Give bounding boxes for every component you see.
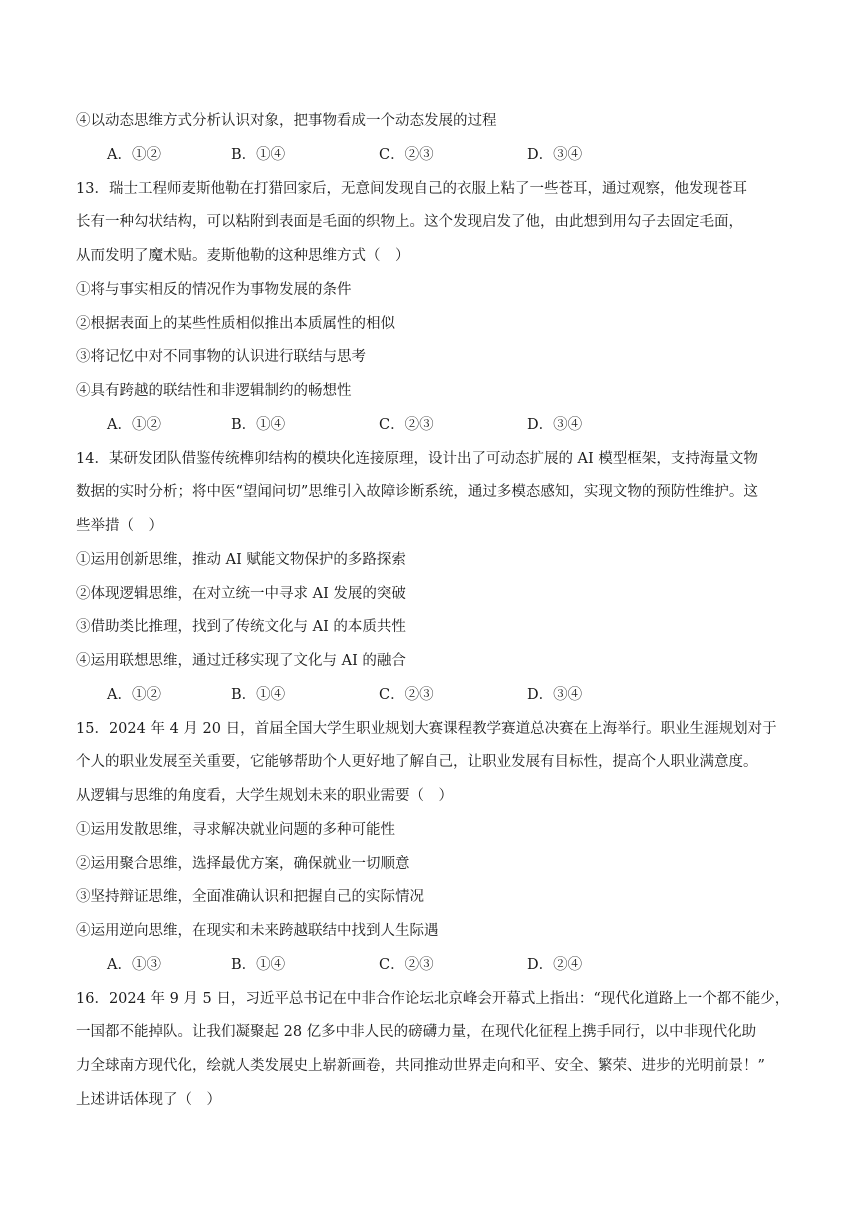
q15-option-b[interactable]: B．①④ [231,957,286,973]
q15-option-d[interactable]: D．②④ [527,957,583,973]
q12-item-4: ④以动态思维方式分析认识对象，把事物看成一个动态发展的过程 [76,113,497,129]
q15-option-c[interactable]: C．②③ [379,957,434,973]
q15-item-2: ②运用聚合思维，选择最优方案，确保就业一切顺意 [76,856,410,872]
q12-option-b[interactable]: B．①④ [231,147,286,163]
q13-stem-line-3: 从而发明了魔术贴。麦斯他勒的这种思维方式（ ） [76,248,410,264]
q13-option-b[interactable]: B．①④ [231,417,286,433]
q13-stem-line-2: 长有一种勾状结构，可以粘附到表面是毛面的织物上。这个发现启发了他，由此想到用勾子去固定毛面， [76,214,743,230]
q14-stem-line-2: 数据的实时分析；将中医“望闻问切”思维引入故障诊断系统，通过多模态感知，实现文物的预防性维护。这 [76,484,758,500]
q16-stem-line-3: 力全球南方现代化，绘就人类发展史上崭新画卷，共同推动世界走向和平、安全、繁荣、进步的光明前景！” [76,1058,765,1074]
q13-option-c[interactable]: C．②③ [379,417,434,433]
q14-item-2: ②体现逻辑思维，在对立统一中寻求 AI 发展的突破 [76,586,406,602]
q16-stem-line-1: 16．2024 年 9 月 5 日，习近平总书记在中非合作论坛北京峰会开幕式上指出：“现代化道路上一个都不能少， [76,991,790,1007]
q15-options [107,955,807,975]
q15-stem-line-2: 个人的职业发展至关重要，它能够帮助个人更好地了解自己，让职业发展有目标性，提高个人职业满意度。 [76,754,758,770]
q12-options [107,145,807,165]
q14-option-b[interactable]: B．①④ [231,687,286,703]
q13-item-4: ④具有跨越的联结性和非逻辑制约的畅想性 [76,383,352,399]
q12-option-a[interactable]: A．①② [107,147,161,163]
q14-option-a[interactable]: A．①② [107,687,161,703]
q14-option-c[interactable]: C．②③ [379,687,434,703]
q14-item-3: ③借助类比推理，找到了传统文化与 AI 的本质共性 [76,619,406,635]
q14-option-d[interactable]: D．③④ [527,687,583,703]
q13-item-1: ①将与事实相反的情况作为事物发展的条件 [76,282,352,298]
q14-options [107,685,807,705]
q13-stem-line-1: 13．瑞士工程师麦斯他勒在打猎回家后，无意间发现自己的衣服上粘了一些苍耳，通过观察，他发现苍耳 [76,181,747,197]
q13-options [107,415,807,435]
q12-option-c[interactable]: C．②③ [379,147,434,163]
q15-option-a[interactable]: A．①③ [107,957,161,973]
q15-stem-line-1: 15．2024 年 4 月 20 日，首届全国大学生职业规划大赛课程教学赛道总决赛在上海举行。职业生涯规划对于 [76,721,777,737]
q13-item-2: ②根据表面上的某些性质相似推出本质属性的相似 [76,316,395,332]
q14-stem-line-3: 些举措（ ） [76,518,163,534]
q12-option-d[interactable]: D．③④ [527,147,583,163]
q15-item-4: ④运用逆向思维，在现实和未来跨越联结中找到人生际遇 [76,923,439,939]
q16-stem-line-2: 一国都不能掉队。让我们凝聚起 28 亿多中非人民的磅礴力量，在现代化征程上携手同行，以中非现代化助 [76,1024,757,1040]
q15-stem-line-3: 从逻辑与思维的角度看，大学生规划未来的职业需要（ ） [76,788,453,804]
q14-stem-line-1: 14．某研发团队借鉴传统榫卯结构的模块化连接原理，设计出了可动态扩展的 AI 模型框架，支持海量文物 [76,451,758,467]
q13-option-a[interactable]: A．①② [107,417,161,433]
q13-option-d[interactable]: D．③④ [527,417,583,433]
q16-stem-line-4: 上述讲话体现了（ ） [76,1092,221,1108]
q14-item-4: ④运用联想思维，通过迁移实现了文化与 AI 的融合 [76,653,406,669]
q15-item-1: ①运用发散思维，寻求解决就业问题的多种可能性 [76,822,395,838]
q13-item-3: ③将记忆中对不同事物的认识进行联结与思考 [76,349,366,365]
q15-item-3: ③坚持辩证思维，全面准确认识和把握自己的实际情况 [76,889,424,905]
q14-item-1: ①运用创新思维，推动 AI 赋能文物保护的多路探索 [76,552,406,568]
